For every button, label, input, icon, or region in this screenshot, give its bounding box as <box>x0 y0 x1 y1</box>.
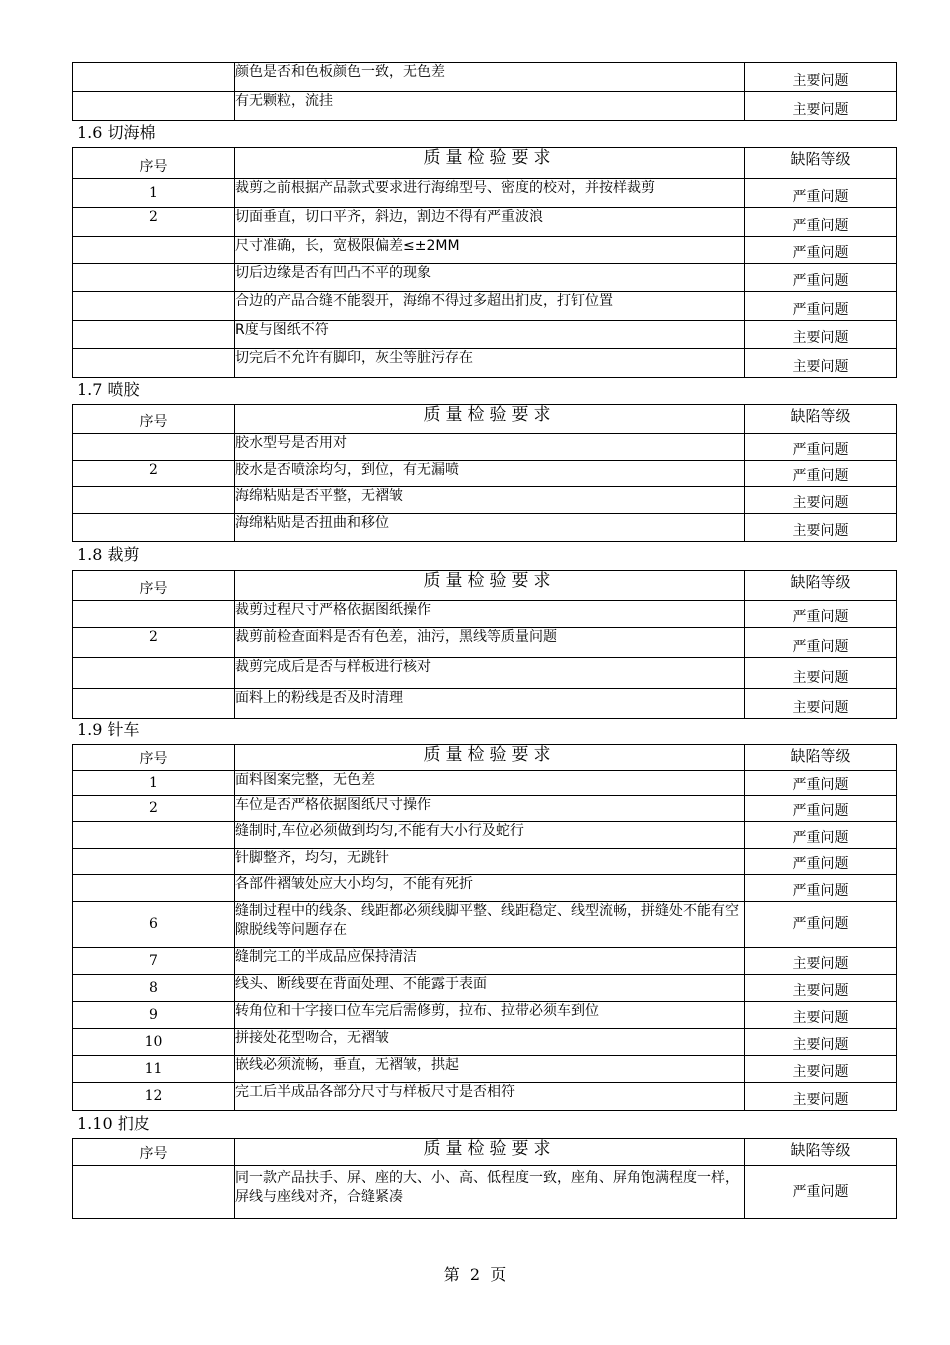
table-row <box>73 92 897 121</box>
row-number: 8 <box>73 975 235 1002</box>
row-level: 主要问题 <box>745 63 897 92</box>
row-level: 主要问题 <box>745 975 897 1002</box>
row-requirement: 各部件褶皱处应大小均匀，不能有死折 <box>235 875 745 902</box>
row-number: 10 <box>73 1029 235 1056</box>
row-requirement: 裁剪前检查面料是否有色差，油污，黑线等质量问题 <box>235 628 745 658</box>
table-row <box>73 771 897 796</box>
row-number <box>73 849 235 875</box>
table-row <box>73 822 897 849</box>
row-level: 主要问题 <box>745 349 897 378</box>
table-row <box>73 237 897 264</box>
row-requirement: 切面垂直，切口平齐，斜边，割边不得有严重波浪 <box>235 208 745 237</box>
row-level: 主要问题 <box>745 658 897 689</box>
row-number <box>73 601 235 628</box>
header-number: 序号 <box>73 571 235 601</box>
inspection-table <box>72 404 897 542</box>
row-level: 主要问题 <box>745 1002 897 1029</box>
row-number: 7 <box>73 948 235 975</box>
inspection-table <box>72 1138 897 1219</box>
row-level: 严重问题 <box>745 902 897 948</box>
row-requirement: 拼接处花型吻合，无褶皱 <box>235 1029 745 1056</box>
inspection-table <box>72 570 897 719</box>
table-header-row <box>73 571 897 601</box>
row-level: 主要问题 <box>745 487 897 514</box>
row-requirement: 缝制完工的半成品应保持清洁 <box>235 948 745 975</box>
row-number <box>73 92 235 121</box>
row-requirement: 有无颗粒，流挂 <box>235 92 745 121</box>
table-header-row <box>73 148 897 179</box>
row-level: 严重问题 <box>745 601 897 628</box>
header-level: 缺陷等级 <box>745 405 897 434</box>
table-row <box>73 689 897 719</box>
row-level: 主要问题 <box>745 1029 897 1056</box>
section-heading: 1.8 裁剪 <box>77 545 140 564</box>
row-requirement: 尺寸准确，长，宽极限偏差≤±2MM <box>235 237 745 264</box>
header-number: 序号 <box>73 1139 235 1166</box>
row-number <box>73 658 235 689</box>
row-number: 1 <box>73 771 235 796</box>
table-row <box>73 875 897 902</box>
row-requirement: 完工后半成品各部分尺寸与样板尺寸是否相符 <box>235 1083 745 1111</box>
row-level: 严重问题 <box>745 292 897 321</box>
row-number <box>73 237 235 264</box>
row-level: 主要问题 <box>745 92 897 121</box>
table-row <box>73 796 897 822</box>
row-requirement: 嵌线必须流畅，垂直，无褶皱，拱起 <box>235 1056 745 1083</box>
table-row <box>73 1083 897 1111</box>
row-number <box>73 321 235 349</box>
table-row <box>73 658 897 689</box>
row-number: 2 <box>73 628 235 658</box>
row-number <box>73 292 235 321</box>
table-row <box>73 628 897 658</box>
table-row <box>73 434 897 461</box>
header-level: 缺陷等级 <box>745 745 897 771</box>
row-number: 6 <box>73 902 235 948</box>
table-row <box>73 321 897 349</box>
table-row <box>73 1002 897 1029</box>
section-heading: 1.9 针车 <box>77 720 140 739</box>
row-requirement: 缝制时,车位必须做到均匀,不能有大小行及蛇行 <box>235 822 745 849</box>
row-level: 严重问题 <box>745 771 897 796</box>
header-requirement: 质量检验要求 <box>235 405 745 434</box>
table-row <box>73 849 897 875</box>
header-number: 序号 <box>73 405 235 434</box>
row-number <box>73 514 235 542</box>
table-row <box>73 208 897 237</box>
table-row <box>73 1029 897 1056</box>
row-number <box>73 875 235 902</box>
table-row <box>73 1056 897 1083</box>
row-requirement: 针脚整齐，均匀，无跳针 <box>235 849 745 875</box>
row-requirement: 切后边缘是否有凹凸不平的现象 <box>235 264 745 292</box>
table-row <box>73 63 897 92</box>
row-number: 2 <box>73 208 235 237</box>
row-level: 严重问题 <box>745 461 897 487</box>
row-level: 严重问题 <box>745 208 897 237</box>
table-row <box>73 264 897 292</box>
row-level: 严重问题 <box>745 1166 897 1219</box>
header-number: 序号 <box>73 148 235 179</box>
row-requirement: 裁剪完成后是否与样板进行核对 <box>235 658 745 689</box>
table-row <box>73 902 897 948</box>
row-level: 严重问题 <box>745 628 897 658</box>
inspection-table-continued <box>72 62 897 121</box>
row-number <box>73 349 235 378</box>
table-header-row <box>73 1139 897 1166</box>
row-requirement: 面料上的粉线是否及时清理 <box>235 689 745 719</box>
table-row <box>73 179 897 208</box>
row-level: 严重问题 <box>745 796 897 822</box>
row-requirement: R度与图纸不符 <box>235 321 745 349</box>
row-level: 主要问题 <box>745 948 897 975</box>
header-requirement: 质量检验要求 <box>235 1139 745 1166</box>
table-row <box>73 514 897 542</box>
section-heading: 1.10 扪皮 <box>77 1114 150 1133</box>
row-requirement: 海绵粘贴是否平整，无褶皱 <box>235 487 745 514</box>
table-row <box>73 292 897 321</box>
row-number: 11 <box>73 1056 235 1083</box>
header-number: 序号 <box>73 745 235 771</box>
row-requirement: 切完后不允许有脚印，灰尘等脏污存在 <box>235 349 745 378</box>
row-number <box>73 689 235 719</box>
row-level: 主要问题 <box>745 689 897 719</box>
row-requirement: 颜色是否和色板颜色一致，无色差 <box>235 63 745 92</box>
row-number: 2 <box>73 796 235 822</box>
row-level: 严重问题 <box>745 434 897 461</box>
row-level: 主要问题 <box>745 321 897 349</box>
header-requirement: 质量检验要求 <box>235 571 745 601</box>
row-number: 2 <box>73 461 235 487</box>
row-requirement: 同一款产品扶手、屏、座的大、小、高、低程度一致，座角、屏角饱满程度一样，屏线与座线对齐，合缝紧凑 <box>235 1166 745 1219</box>
row-level: 主要问题 <box>745 1083 897 1111</box>
row-level: 严重问题 <box>745 264 897 292</box>
header-requirement: 质量检验要求 <box>235 745 745 771</box>
row-level: 严重问题 <box>745 822 897 849</box>
row-level: 主要问题 <box>745 1056 897 1083</box>
row-number <box>73 264 235 292</box>
row-number <box>73 63 235 92</box>
table-row <box>73 975 897 1002</box>
section-heading: 1.7 喷胶 <box>77 380 140 399</box>
page-number: 第 2 页 <box>443 1265 507 1284</box>
row-number <box>73 487 235 514</box>
section-heading: 1.6 切海棉 <box>77 123 156 142</box>
inspection-table <box>72 744 897 1111</box>
row-requirement: 海绵粘贴是否扭曲和移位 <box>235 514 745 542</box>
row-number: 1 <box>73 179 235 208</box>
header-requirement: 质量检验要求 <box>235 148 745 179</box>
row-level: 严重问题 <box>745 237 897 264</box>
row-requirement: 合边的产品合缝不能裂开，海绵不得过多超出扪皮，打钉位置 <box>235 292 745 321</box>
table-row <box>73 349 897 378</box>
row-requirement: 裁剪之前根据产品款式要求进行海绵型号、密度的校对，并按样裁剪 <box>235 179 745 208</box>
table-row <box>73 487 897 514</box>
header-level: 缺陷等级 <box>745 1139 897 1166</box>
table-row <box>73 1166 897 1219</box>
table-row <box>73 948 897 975</box>
table-row <box>73 461 897 487</box>
table-header-row <box>73 405 897 434</box>
row-number: 9 <box>73 1002 235 1029</box>
row-level: 严重问题 <box>745 849 897 875</box>
row-requirement: 胶水型号是否用对 <box>235 434 745 461</box>
row-number <box>73 1166 235 1219</box>
row-requirement: 裁剪过程尺寸严格依据图纸操作 <box>235 601 745 628</box>
row-requirement: 面料图案完整，无色差 <box>235 771 745 796</box>
row-level: 严重问题 <box>745 179 897 208</box>
row-requirement: 胶水是否喷涂均匀，到位，有无漏喷 <box>235 461 745 487</box>
row-requirement: 线头、断线要在背面处理、不能露于表面 <box>235 975 745 1002</box>
row-requirement: 缝制过程中的线条、线距都必须线脚平整、线距稳定、线型流畅，拼缝处不能有空隙脱线等问题存在 <box>235 902 745 948</box>
row-requirement: 车位是否严格依据图纸尺寸操作 <box>235 796 745 822</box>
header-level: 缺陷等级 <box>745 148 897 179</box>
inspection-table <box>72 147 897 378</box>
row-level: 严重问题 <box>745 875 897 902</box>
header-level: 缺陷等级 <box>745 571 897 601</box>
row-level: 主要问题 <box>745 514 897 542</box>
table-row <box>73 601 897 628</box>
table-header-row <box>73 745 897 771</box>
row-number <box>73 822 235 849</box>
row-number: 12 <box>73 1083 235 1111</box>
row-requirement: 转角位和十字接口位车完后需修剪，拉布、拉带必须车到位 <box>235 1002 745 1029</box>
row-number <box>73 434 235 461</box>
